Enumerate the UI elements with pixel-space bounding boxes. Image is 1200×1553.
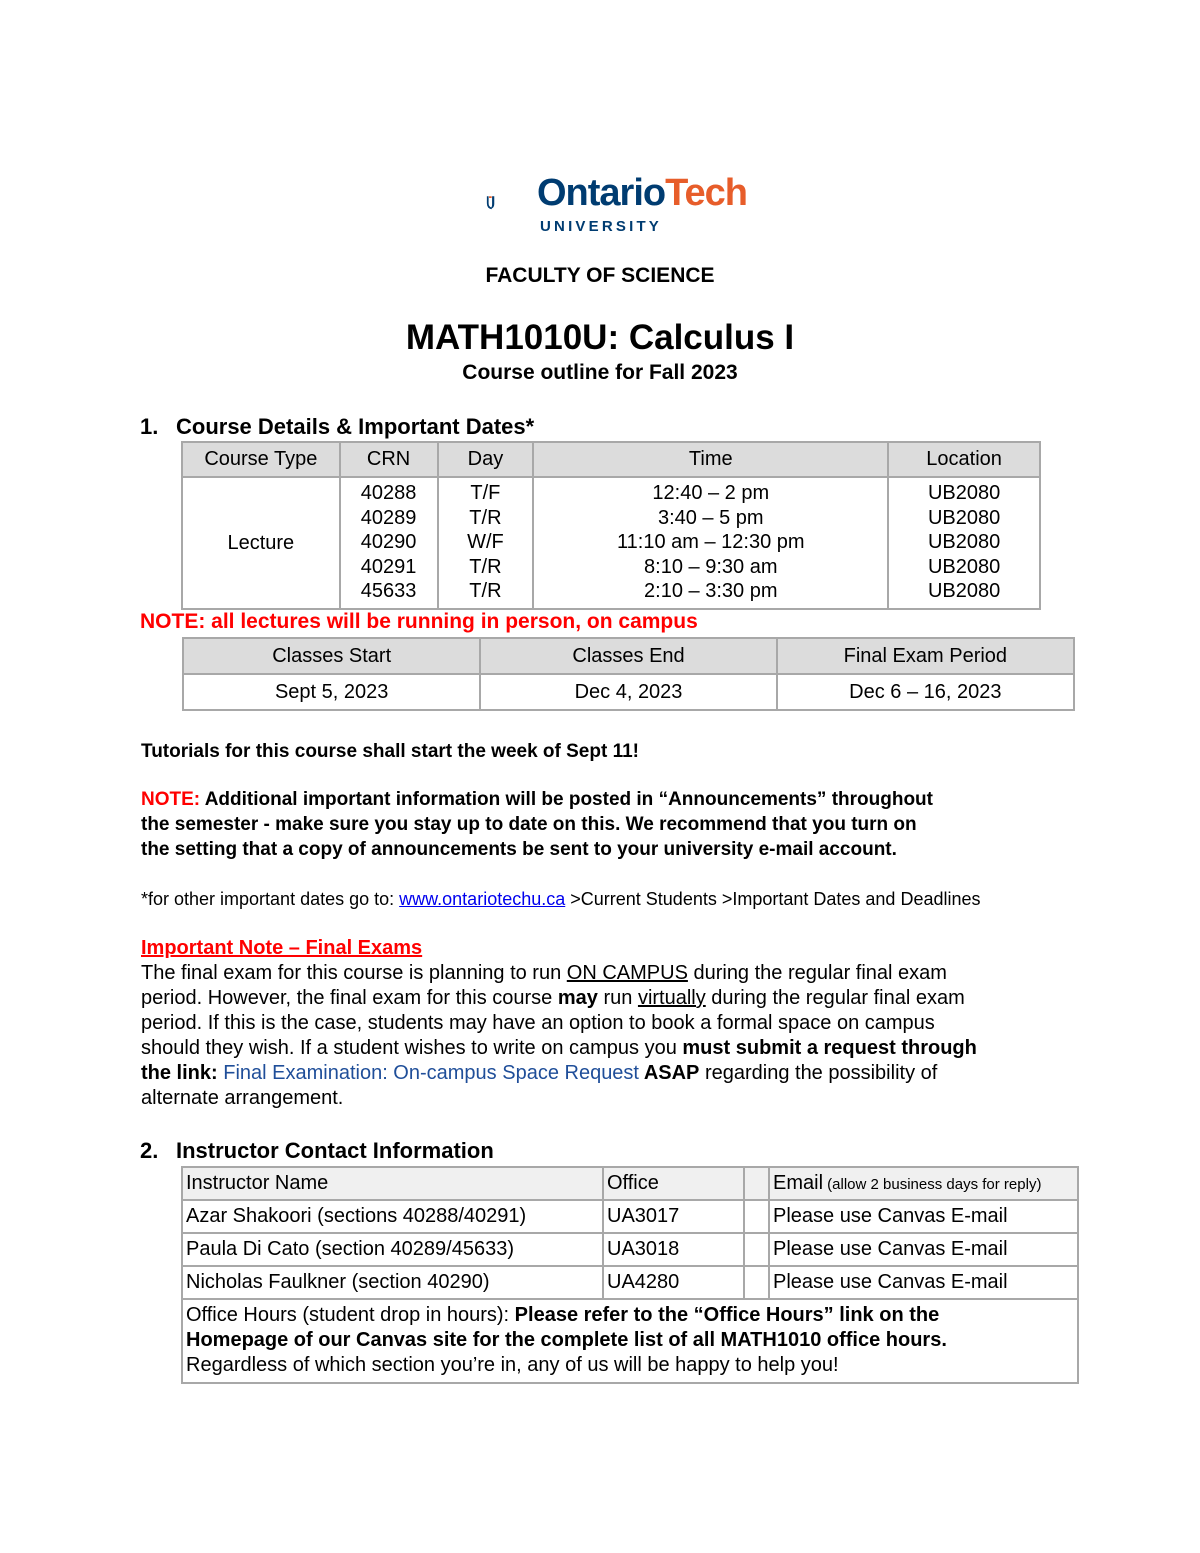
text: run xyxy=(597,987,638,1009)
announcement-line: the setting that a copy of announcements be sent to your university e-mail account. xyxy=(141,839,897,860)
header-location: Location xyxy=(888,442,1040,477)
text: may xyxy=(557,987,598,1009)
text: The final exam for this course is planning to run xyxy=(141,962,567,984)
text: during the regular final exam xyxy=(705,987,965,1009)
empty-cell xyxy=(744,1167,769,1200)
text: period. If this is the case, students may have an option to book a formal space on campus xyxy=(141,1012,935,1034)
tutorials-note: Tutorials for this course shall start the week of Sept 11! xyxy=(141,741,639,762)
logo-wordmark: OntarioTech xyxy=(537,172,747,214)
instructor-table xyxy=(181,1166,1079,1384)
text: Office Hours (student drop in hours): xyxy=(186,1304,515,1326)
text: Homepage of our Canvas site for the complete list of all MATH1010 office hours. xyxy=(186,1329,947,1351)
day-value: T/R xyxy=(469,580,502,603)
announcement-line: Additional important information will be posted in “Announcements” throughout xyxy=(204,789,933,810)
section-title: Course Details & Important Dates* xyxy=(176,414,535,439)
classes-end-value: Dec 4, 2023 xyxy=(480,674,776,710)
crn-value: 45633 xyxy=(360,580,417,603)
in-person-note: NOTE: all lectures will be running in person, on campus xyxy=(140,610,698,633)
table-row xyxy=(182,1266,1078,1299)
header-course-type: Course Type xyxy=(182,442,340,477)
table-row xyxy=(182,1233,1078,1266)
empty-cell xyxy=(744,1200,769,1233)
instructor-email: Please use Canvas E-mail xyxy=(769,1266,1078,1299)
instructor-header-row xyxy=(182,1167,1078,1200)
text: must submit a request through xyxy=(682,1037,977,1059)
text: Please refer to the “Office Hours” link on the xyxy=(514,1304,940,1326)
table-row xyxy=(182,1200,1078,1233)
header-classes-start: Classes Start xyxy=(183,638,480,674)
announcement-line: the semester - make sure you stay up to date on this. We recommend that you turn on xyxy=(141,814,917,835)
time-cell xyxy=(533,477,888,609)
dates-table xyxy=(182,637,1075,711)
section-number: 2. xyxy=(140,1138,159,1163)
course-title: MATH1010U: Calculus I xyxy=(405,318,795,357)
instructor-name: Nicholas Faulkner (section 40290) xyxy=(182,1266,603,1299)
dates-value-row xyxy=(183,674,1074,710)
instructor-office: UA3018 xyxy=(603,1233,744,1266)
time-value: 8:10 – 9:30 am xyxy=(644,555,778,578)
instructor-email: Please use Canvas E-mail xyxy=(769,1200,1078,1233)
crn-value: 40289 xyxy=(360,506,417,529)
announcement-label: NOTE: xyxy=(141,789,201,810)
header-office: Office xyxy=(603,1167,744,1200)
text: (allow 2 business days for reply) xyxy=(823,1176,1042,1193)
header-final-exam: Final Exam Period xyxy=(777,638,1074,674)
time-value: 11:10 am – 12:30 pm xyxy=(617,531,805,554)
text: ASAP xyxy=(639,1062,700,1084)
section-2-heading xyxy=(140,1138,494,1164)
day-value: T/R xyxy=(469,506,502,529)
time-value: 12:40 – 2 pm xyxy=(652,482,770,504)
course-type-cell: Lecture xyxy=(182,477,340,609)
text: alternate arrangement. xyxy=(141,1087,344,1109)
schedule-body-row xyxy=(182,477,1040,609)
text: period. However, the final exam for this course xyxy=(141,987,558,1009)
ontariotechu-link[interactable]: www.ontariotechu.ca xyxy=(399,889,566,909)
instructor-email: Please use Canvas E-mail xyxy=(769,1233,1078,1266)
day-value: T/R xyxy=(469,555,502,578)
dates-header-row xyxy=(183,638,1074,674)
instructor-name: Paula Di Cato (section 40289/45633) xyxy=(182,1233,603,1266)
final-exams-note xyxy=(141,936,977,1111)
text: during the regular final exam xyxy=(687,962,947,984)
location-value: UB2080 xyxy=(927,531,1001,554)
text: Email xyxy=(773,1172,824,1194)
schedule-header-row xyxy=(182,442,1040,477)
text: ON CAMPUS xyxy=(566,962,688,984)
logo-university: UNIVERSITY xyxy=(540,218,663,235)
text: should they wish. If a student wishes to write on campus you xyxy=(141,1037,683,1059)
header-day: Day xyxy=(438,442,534,477)
crn-value: 40290 xyxy=(360,531,417,554)
ontario-tech-logo-icon xyxy=(486,170,536,236)
instructor-name: Azar Shakoori (sections 40288/40291) xyxy=(182,1200,603,1233)
crn-cell xyxy=(340,477,438,609)
other-dates-prefix: *for other important dates go to: xyxy=(141,889,400,909)
course-subtitle: Course outline for Fall 2023 xyxy=(462,361,738,384)
time-value: 2:10 – 3:30 pm xyxy=(644,580,778,603)
location-value: UB2080 xyxy=(927,580,1001,603)
time-value: 3:40 – 5 pm xyxy=(657,506,764,529)
other-dates-suffix: >Current Students >Important Dates and Deadlines xyxy=(565,889,981,909)
header-classes-end: Classes End xyxy=(480,638,776,674)
faculty-name: FACULTY OF SCIENCE xyxy=(485,264,715,287)
text: regarding the possibility of xyxy=(699,1062,938,1084)
space-request-link[interactable]: Final Examination: On-campus Space Request xyxy=(217,1062,639,1084)
location-value: UB2080 xyxy=(927,506,1001,529)
header-email xyxy=(769,1167,1078,1200)
final-exams-heading: Important Note – Final Exams xyxy=(141,937,423,959)
classes-start-value: Sept 5, 2023 xyxy=(183,674,480,710)
day-value: T/F xyxy=(470,482,501,504)
location-value: UB2080 xyxy=(927,555,1001,578)
header-time: Time xyxy=(533,442,888,477)
header-instructor-name: Instructor Name xyxy=(182,1167,603,1200)
office-hours-cell xyxy=(182,1299,1078,1383)
day-cell xyxy=(438,477,534,609)
day-value: W/F xyxy=(467,531,504,554)
other-dates-line xyxy=(141,887,981,912)
text: the link: xyxy=(141,1062,218,1084)
header-crn: CRN xyxy=(340,442,438,477)
crn-value: 40291 xyxy=(360,555,417,578)
instructor-office: UA3017 xyxy=(603,1200,744,1233)
section-number: 1. xyxy=(140,414,159,439)
text: virtually xyxy=(637,987,706,1009)
instructor-office: UA4280 xyxy=(603,1266,744,1299)
crn-value: 40288 xyxy=(360,482,417,504)
final-exam-value: Dec 6 – 16, 2023 xyxy=(777,674,1074,710)
office-hours-row xyxy=(182,1299,1078,1383)
section-title: Instructor Contact Information xyxy=(176,1138,494,1163)
announcement-note xyxy=(141,787,933,862)
text: Regardless of which section you’re in, any of us will be happy to help you! xyxy=(186,1354,839,1376)
location-cell xyxy=(888,477,1040,609)
empty-cell xyxy=(744,1233,769,1266)
section-1-heading xyxy=(140,414,534,440)
location-value: UB2080 xyxy=(927,482,1001,504)
empty-cell xyxy=(744,1266,769,1299)
schedule-table xyxy=(181,441,1041,610)
